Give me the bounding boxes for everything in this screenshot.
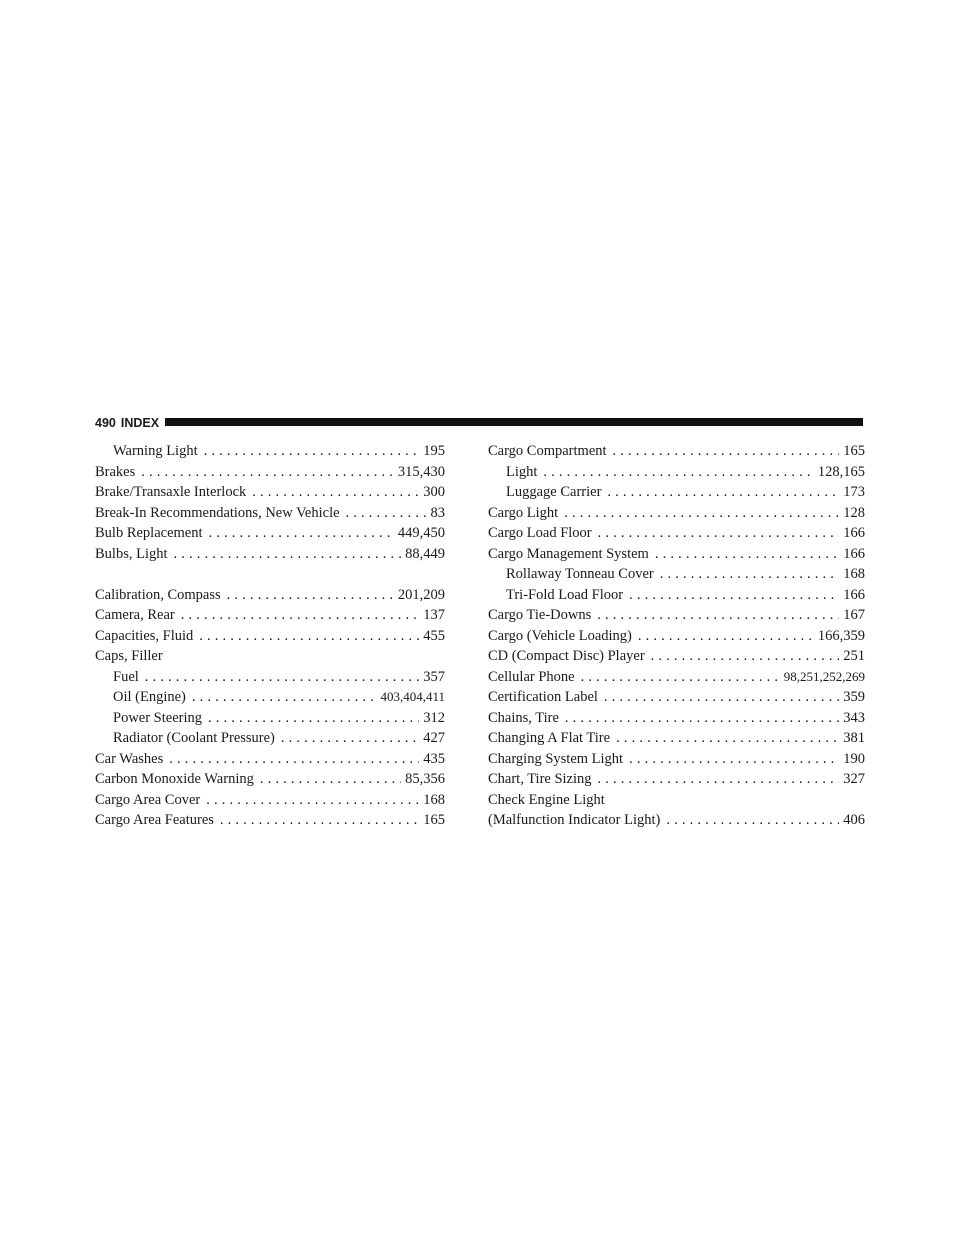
index-entry-page: 315,430 [397,463,445,480]
index-entry-label: Brake/Transaxle Interlock [95,484,247,500]
index-entry-label: Capacities, Fluid [95,627,194,644]
dot-leader [610,728,839,749]
index-entry-label: Cargo Area Cover [95,791,201,808]
dot-leader [649,544,839,565]
dot-leader [632,626,814,647]
index-entry-page: 166 [843,586,865,603]
index-entry-label: Cellular Phone [488,668,575,685]
index-entry-page: 190 [843,750,865,767]
dot-leader [175,605,420,626]
index-entry-page: 195 [423,443,445,459]
index-entry [95,585,445,606]
index-entry-label: Check Engine Light [488,791,605,808]
dot-leader [592,769,840,790]
index-entry-page: 251 [843,648,865,664]
dot-leader [168,544,402,565]
index-entry-label: (Malfunction Indicator Light) [488,812,661,828]
index-entry [488,523,865,544]
index-entry [95,769,445,790]
index-entry [95,523,445,544]
index-entry-label: Cargo Area Features [95,812,214,828]
dot-leader [275,728,419,749]
dot-leader [135,462,394,483]
index-entry-page: 201,209 [397,586,445,603]
dot-leader [193,626,419,647]
dot-leader [623,585,839,606]
index-entry [488,728,865,749]
index-entry [95,728,445,749]
index-entry [488,708,865,729]
dot-leader [654,564,840,585]
dot-leader [203,523,394,544]
index-entry-label: Chains, Tire [488,709,559,726]
index-entry [95,708,445,729]
dot-leader [591,605,839,626]
dot-leader [200,790,419,811]
index-entry-label: Radiator (Coolant Pressure) [113,730,275,746]
index-entry-label: Certification Label [488,689,598,705]
index-entry [95,810,445,831]
index-entry [488,749,865,770]
index-entry-label: Charging System Light [488,750,624,767]
dot-leader [537,462,813,483]
dot-leader [575,667,780,688]
index-entry-page: 300 [423,484,445,500]
header-rule [165,418,863,426]
index-entry [488,544,865,565]
index-entry [95,687,445,708]
index-entry-page: 427 [423,730,445,746]
index-entry-label: Rollaway Tonneau Cover [506,566,654,582]
index-entry [488,790,865,811]
index-entry [95,544,445,565]
index-entry-label: Chart, Tire Sizing [488,771,592,787]
dot-leader [623,749,839,770]
index-entry-page: 173 [843,484,865,500]
index-entry-label: Cargo Load Floor [488,525,592,541]
index-entry-label: Calibration, Compass [95,586,221,603]
index-entry-page: 128 [843,504,865,521]
index-entry-label: Caps, Filler [95,648,163,664]
index-entry-label: Cargo Tie-Downs [488,607,592,623]
index-entry-page: 449,450 [397,525,445,541]
page-number: 490 [95,416,116,430]
index-entry-label: Bulbs, Light [95,545,168,562]
index-entry-page: 312 [423,709,445,726]
index-entry-page: 167 [843,607,865,623]
index-entry-page: 165 [423,812,445,828]
index-entry-page: 435 [423,750,445,767]
index-entry-page: 166,359 [817,627,865,644]
index-entry-page: 327 [843,771,865,787]
index-entry [488,462,865,483]
index-entry-page: 98,251,252,269 [783,668,865,684]
dot-leader [254,769,401,790]
dot-leader [598,687,839,708]
dot-leader [558,503,839,524]
index-column-right [488,441,865,831]
index-entry-label: Power Steering [113,709,202,726]
index-entry [95,482,445,503]
index-entry-label: Bulb Replacement [95,525,203,541]
dot-leader [198,441,420,462]
index-entry-page: 128,165 [817,463,865,480]
index-entry-label: Warning Light [113,443,198,459]
index-entry-label: Fuel [113,668,139,685]
index-entry [488,769,865,790]
index-entry [95,626,445,647]
index-entry [488,482,865,503]
index-entry-page: 381 [843,730,865,746]
index-entry [95,667,445,688]
index-entry [488,667,865,688]
dot-leader [214,810,419,831]
index-entry-label: Camera, Rear [95,607,175,623]
dot-leader [559,708,839,729]
page-header [95,414,863,432]
index-entry-label: Cargo (Vehicle Loading) [488,627,632,644]
index-entry-page: 88,449 [405,545,445,562]
index-entry [488,564,865,585]
dot-leader [601,482,839,503]
index-entry-label: Oil (Engine) [113,689,186,705]
index-entry-label: Changing A Flat Tire [488,730,611,746]
index-entry-page: 403,404,411 [380,689,445,704]
index-entry [488,441,865,462]
index-entry-label: Carbon Monoxide Warning [95,771,254,787]
index-entry-page: 357 [423,668,445,685]
index-entry-label: Cargo Light [488,504,559,521]
index-entry [488,585,865,606]
index-entry-label: Light [506,463,538,480]
index-entry [488,503,865,524]
index-entry [488,626,865,647]
index-entry [488,605,865,626]
index-entry [95,646,445,667]
index-entry [95,605,445,626]
index-entry [95,790,445,811]
index-column-left [95,441,445,831]
index-entry [488,687,865,708]
index-entry-page: 166 [843,525,865,541]
index-entry-page: 359 [843,689,865,705]
index-entry-page: 406 [843,812,865,828]
index-entry-label: Tri-Fold Load Floor [506,586,624,603]
dot-leader [660,810,839,831]
index-entry-page: 168 [843,566,865,582]
index-entry-page: 455 [423,627,445,644]
dot-leader [186,687,377,708]
dot-leader [163,749,419,770]
index-entry [95,503,445,524]
index-entry-label: Car Washes [95,750,164,767]
index-entry-label: Cargo Management System [488,545,649,562]
index-entry-label: CD (Compact Disc) Player [488,648,645,664]
dot-leader [340,503,427,524]
index-entry-page: 137 [423,607,445,623]
index-entry-page: 165 [843,443,865,459]
index-entry-label: Luggage Carrier [506,484,602,500]
index-entry [488,810,865,831]
dot-leader [592,523,840,544]
index-entry-page: 166 [843,545,865,562]
index-entry-label: Break-In Recommendations, New Vehicle [95,504,340,521]
dot-leader [607,441,840,462]
dot-leader [202,708,419,729]
index-entry [488,646,865,667]
index-entry [95,462,445,483]
index-entry-page: 343 [843,709,865,726]
index-entry [95,749,445,770]
dot-leader [246,482,419,503]
index-entry-page: 83 [430,504,445,521]
index-entry-label: Cargo Compartment [488,443,607,459]
dot-leader [645,646,840,667]
index-entry [95,441,445,462]
dot-leader [221,585,394,606]
section-title: INDEX [120,416,160,430]
index-entry-label: Brakes [95,463,136,480]
dot-leader [139,667,419,688]
index-entry-page: 85,356 [405,771,445,787]
index-entry-page: 168 [423,791,445,808]
